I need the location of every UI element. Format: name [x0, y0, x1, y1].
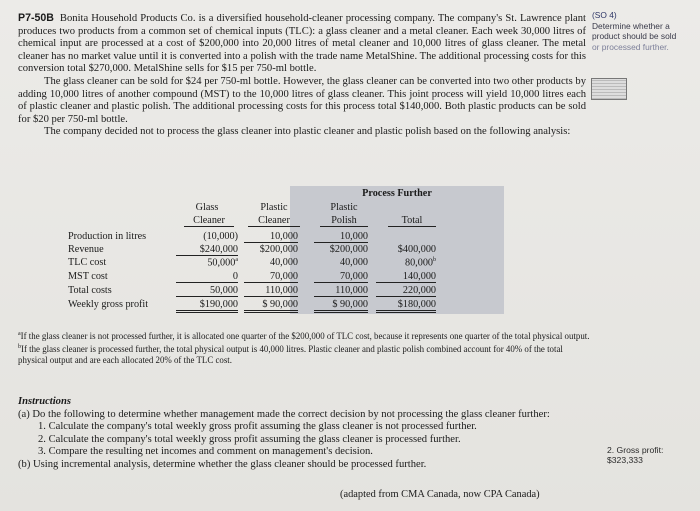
cell-glass: 50,000 — [176, 285, 238, 297]
footnote-a: $^a$If the glass cleaner is not processed further, it is allocated one quarter of the $200,000 of TLC cost, because it represents one quarter of the total physical output. — [18, 330, 590, 341]
cell-glass: (10,000) — [203, 231, 238, 242]
analysis-table — [68, 186, 448, 314]
cell-pc: 110,000 — [244, 285, 298, 297]
row-label: TLC cost — [68, 257, 107, 268]
cell-pc: 10,000 — [244, 231, 298, 243]
footnote-mark-a: a — [235, 257, 238, 263]
col-pc-h1: Plastic — [260, 202, 288, 213]
instructions-heading: Instructions — [18, 396, 71, 407]
cell-glass: 50,000$^a$ — [207, 257, 238, 269]
source-credit: (adapted from CMA Canada, now CPA Canada) — [340, 489, 540, 500]
col-total-h: Total — [388, 215, 436, 227]
cell-total: 220,000 — [376, 285, 436, 297]
cell-pp: 40,000 — [339, 257, 368, 268]
cell-glass: 0 — [176, 271, 238, 283]
cell-total: 140,000 — [376, 271, 436, 283]
cell-pc: $200,000 — [259, 244, 298, 255]
cell-total: 80,000$^b$ — [404, 257, 436, 269]
row-label: Total costs — [68, 285, 112, 296]
col-pc-h2: Cleaner — [248, 215, 300, 227]
margin-line-2: product should be sold — [592, 31, 677, 41]
problem-paragraph-1: P7-50B Bonita Household Products Co. is a diversified household-cleaner processing company. The company's St. Lawrence plant produces two products from a common set of chemical inputs (TLC): a glass cleaner and a metal cleaner. Each week 30,000 litres of chemical input are processed at a cost of $200,000 into 20,000 litres of metal cleaner and 10,000 litres of glass cleaner. The metal cleaner has no market value until it is converted into a polish with the trade name MetalShine. The additional processing costs for this conversion total $270,000. MetalShine sells for $15 per 750-ml bottle. — [18, 12, 586, 75]
footnote-mark-b: b — [433, 257, 436, 263]
footnotes — [18, 329, 590, 367]
cell-glass: $190,000 — [176, 299, 238, 313]
margin-line-1: Determine whether a — [592, 20, 670, 31]
problem-text — [18, 12, 586, 139]
row-label: Revenue — [68, 244, 104, 255]
row-label: MST cost — [68, 271, 108, 282]
cell-total: $400,000 — [397, 244, 436, 255]
problem-paragraph-3: The company decided not to process the glass cleaner into plastic cleaner and plastic polish based on the following analysis: — [44, 126, 571, 138]
cell-pc: $ 90,000 — [244, 299, 298, 313]
cell-pp: $200,000 — [329, 244, 368, 255]
row-label: Production in litres — [68, 231, 147, 242]
margin-answer: 2. Gross profit: $323,333 — [607, 445, 664, 465]
margin-icon — [591, 78, 627, 100]
cell-glass: $240,000 — [176, 244, 238, 256]
margin-line-3: or processed further. — [592, 41, 669, 52]
problem-paragraph-2: The glass cleaner can be sold for $24 per 750-ml bottle. However, the glass cleaner can be converted into two other products by adding 10,000 litres of another compound (MST) to the 10,000 litres of glass cleaner. This joint process will yield 10,000 litres each of plastic cleaner and plastic polish. The additional processing costs for this process total $140,000. Both plastic products can be sold for $20 per 750-ml bottle. — [18, 75, 586, 125]
cell-pc: 70,000 — [244, 271, 298, 283]
instruction-a2: 2. Calculate the company's total weekly gross profit assuming the glass cleaner is processed further. — [38, 433, 461, 445]
margin-note — [592, 10, 700, 52]
row-label: Weekly gross profit — [68, 299, 149, 310]
cell-total: $180,000 — [376, 299, 436, 313]
footnote-b: $^b$If the glass cleaner is processed further, the total physical output is 40,000 litres. Plastic cleaner and plastic polish combined account for 40% of the total physical output and are each allocated 20% of the TLC cost. — [18, 344, 563, 366]
problem-id: P7-50B — [18, 12, 54, 24]
col-glass-h1: Glass — [195, 202, 219, 213]
instruction-a3: 3. Compare the resulting net incomes and comment on management's decision. — [38, 446, 373, 458]
study-objective: (SO 4) — [592, 10, 617, 20]
instruction-a: (a) Do the following to determine whether management made the correct decision by not processing the glass cleaner further: — [18, 408, 550, 420]
col-pp-h1: Plastic — [330, 202, 358, 213]
process-further-header: Process Further — [362, 188, 432, 199]
instructions — [18, 396, 590, 472]
col-glass-h2: Cleaner — [184, 215, 234, 227]
cell-pp: 110,000 — [314, 285, 368, 297]
col-pp-h2: Polish — [320, 215, 368, 227]
cell-pc: 40,000 — [269, 257, 298, 268]
instruction-b: (b) Using incremental analysis, determine whether the glass cleaner should be processed further. — [18, 458, 427, 470]
cell-pp: $ 90,000 — [314, 299, 368, 313]
cell-pp: 10,000 — [314, 231, 368, 243]
cell-pp: 70,000 — [314, 271, 368, 283]
instruction-a1: 1. Calculate the company's total weekly gross profit assuming the glass cleaner is not processed further. — [38, 421, 477, 433]
